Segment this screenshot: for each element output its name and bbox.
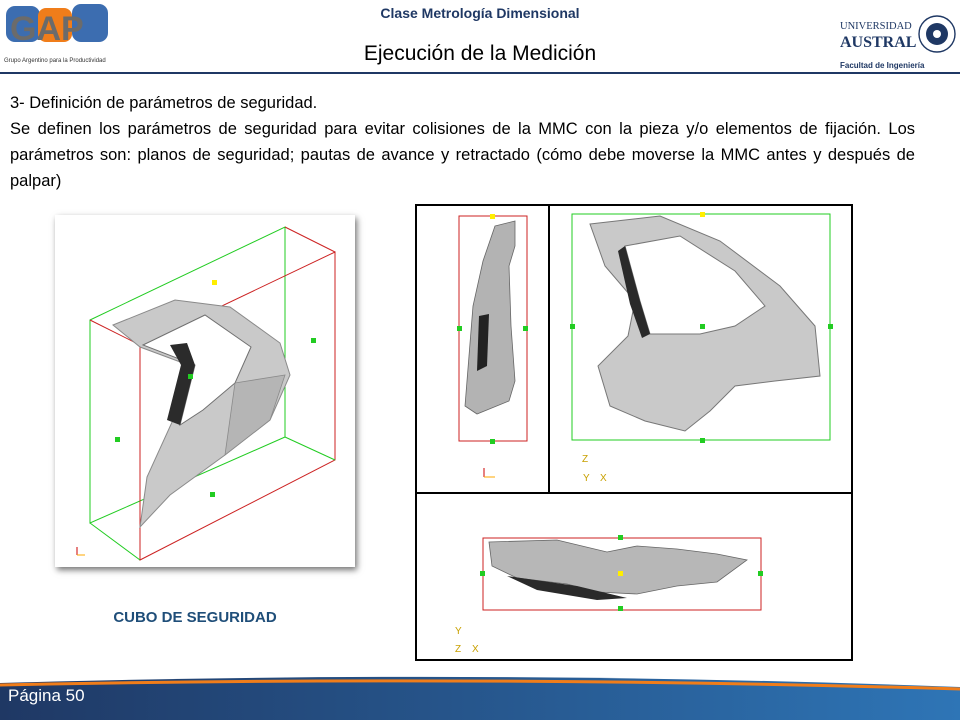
faculty-label: Facultad de Ingeniería xyxy=(840,61,925,70)
body-text xyxy=(10,90,915,194)
axis-label-z-bottom: Z xyxy=(455,644,462,655)
top-view-panel xyxy=(415,492,853,661)
axis-label-y-bottom: Y xyxy=(455,626,462,637)
front-view-panel xyxy=(548,204,853,496)
axis-label-z: Z xyxy=(582,454,589,465)
side-view-panel xyxy=(415,204,552,496)
course-title: Clase Metrología Dimensional xyxy=(380,5,580,21)
gap-letters: GAP xyxy=(10,10,84,48)
axis-label-x: X xyxy=(600,473,607,484)
gap-tagline: Grupo Argentino para la Productividad xyxy=(4,58,106,64)
page-number: Página 50 xyxy=(8,686,85,705)
safety-cube-figure xyxy=(55,215,355,567)
universidad-austral-logo xyxy=(838,4,958,72)
axis-label-x-bottom: X xyxy=(472,644,479,655)
page-title: Ejecución de la Medición xyxy=(363,42,597,65)
cube-caption: CUBO DE SEGURIDAD xyxy=(113,609,277,626)
university-line1: UNIVERSIDAD xyxy=(840,21,912,32)
university-line2: AUSTRAL xyxy=(840,34,917,51)
header-divider xyxy=(0,72,960,74)
axis-label-y: Y xyxy=(583,473,590,484)
section-heading: 3- Definición de parámetros de seguridad. xyxy=(10,94,318,112)
footer-band xyxy=(0,673,960,720)
section-paragraph: Se definen los parámetros de seguridad para evitar colisiones de la MMC con la pieza y/o elementos de fijación. Los parámetros son: planos de seguridad; pautas de avance y retractado (cómo debe moverse la MMC antes y después de palpar) xyxy=(10,120,915,190)
